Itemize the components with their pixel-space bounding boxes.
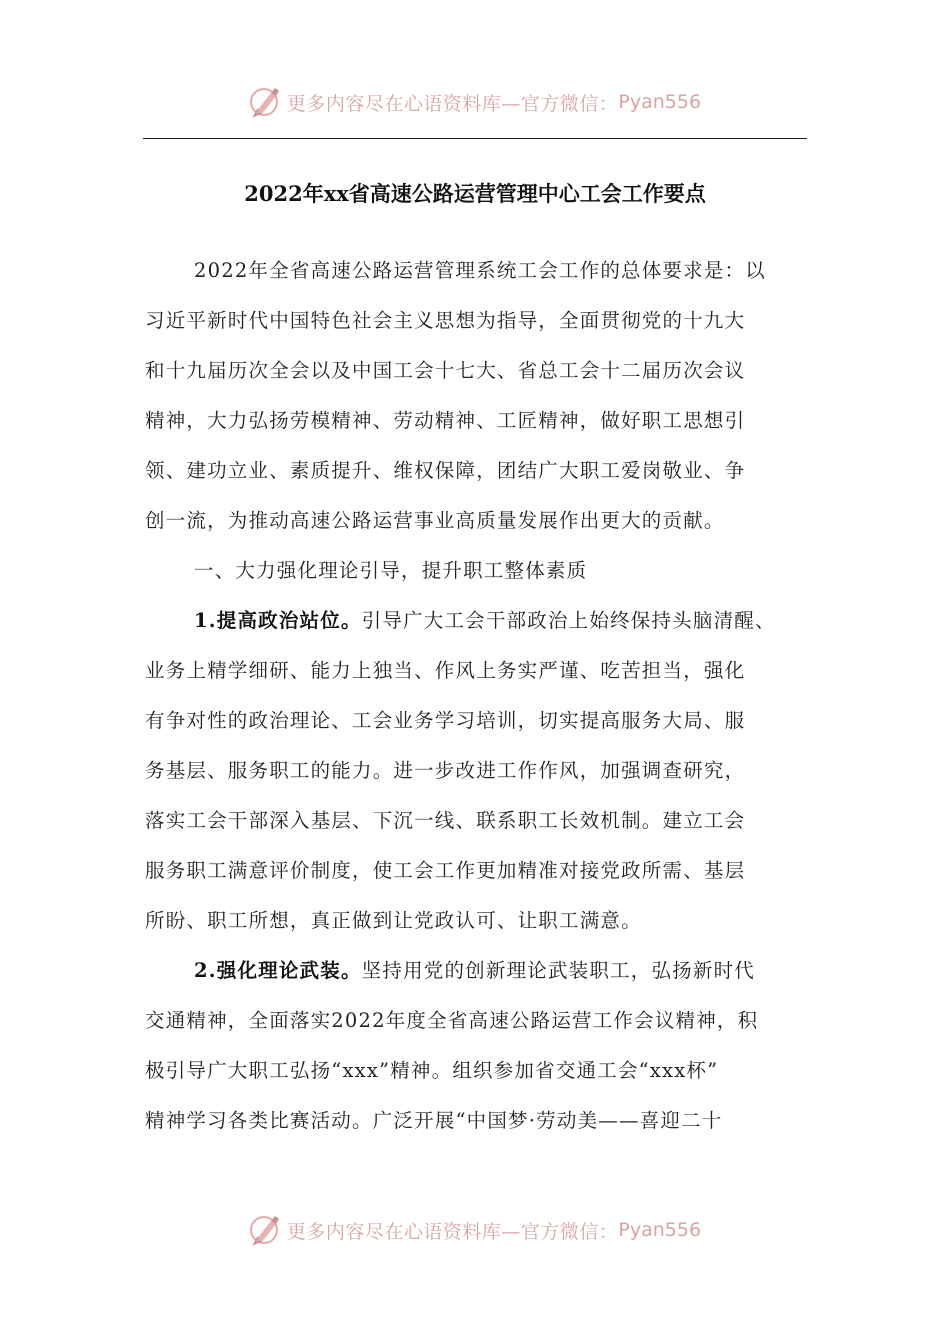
item-heading: 2.强化理论武装。: [194, 959, 362, 982]
body-line: 精神学习各类比赛活动。广泛开展“中国梦·劳动美——喜迎二十: [145, 1109, 723, 1132]
body-line: 服务职工满意评价制度，使工会工作更加精准对接党政所需、基层: [145, 859, 746, 882]
body-line: 极引导广大职工弘扬“xxx”精神。组织参加省交通工会“xxx杯”: [145, 1059, 719, 1082]
document-body: [145, 253, 809, 1153]
watermark-text: 更多内容尽在心语资料库—官方微信：: [286, 92, 619, 115]
body-line: 领、建功立业、素质提升、维权保障，团结广大职工爱岗敬业、争: [145, 459, 746, 482]
pen-logo-icon: [249, 85, 283, 119]
item-heading: 1.提高政治站位。: [194, 609, 362, 632]
watermark-wechat-id: Pyan556: [618, 1219, 702, 1241]
body-line: 精神，大力弘扬劳模精神、劳动精神、工匠精神，做好职工思想引: [145, 409, 746, 432]
body-line: 和十九届历次全会以及中国工会十七大、省总工会十二届历次会议: [145, 359, 746, 382]
body-line: 2.强化理论武装。坚持用党的创新理论武装职工，弘扬新时代: [194, 959, 755, 982]
watermark-footer: [0, 1208, 950, 1252]
watermark-text: 更多内容尽在心语资料库—官方微信：: [286, 1220, 619, 1243]
body-line: 落实工会干部深入基层、下沉一线、联系职工长效机制。建立工会: [145, 809, 746, 832]
body-line: 创一流，为推动高速公路运营事业高质量发展作出更大的贡献。: [145, 509, 725, 532]
body-line: 1.提高政治站位。引导广大工会干部政治上始终保持头脑清醒、: [194, 609, 776, 632]
body-line: 有争对性的政治理论、工会业务学习培训，切实提高服务大局、服: [145, 709, 746, 732]
section-heading: 一、大力强化理论引导，提升职工整体素质: [194, 559, 588, 582]
body-line: 务基层、服务职工的能力。进一步改进工作作风，加强调查研究，: [145, 759, 746, 782]
watermark-header: [0, 80, 950, 124]
body-line: 2022年全省高速公路运营管理系统工会工作的总体要求是：以: [194, 259, 766, 282]
body-line: 交通精神，全面落实2022年度全省高速公路运营工作会议精神，积: [145, 1009, 759, 1032]
body-line: 业务上精学细研、能力上独当、作风上务实严谨、吃苦担当，强化: [145, 659, 746, 682]
body-line: 习近平新时代中国特色社会主义思想为指导，全面贯彻党的十九大: [145, 309, 746, 332]
body-line: 所盼、职工所想，真正做到让党政认可、让职工满意。: [145, 909, 642, 932]
pen-logo-icon: [249, 1213, 283, 1247]
document-title: 2022年xx省高速公路运营管理中心工会工作要点: [244, 181, 706, 206]
header-divider: [143, 138, 807, 139]
watermark-wechat-id: Pyan556: [618, 91, 702, 113]
